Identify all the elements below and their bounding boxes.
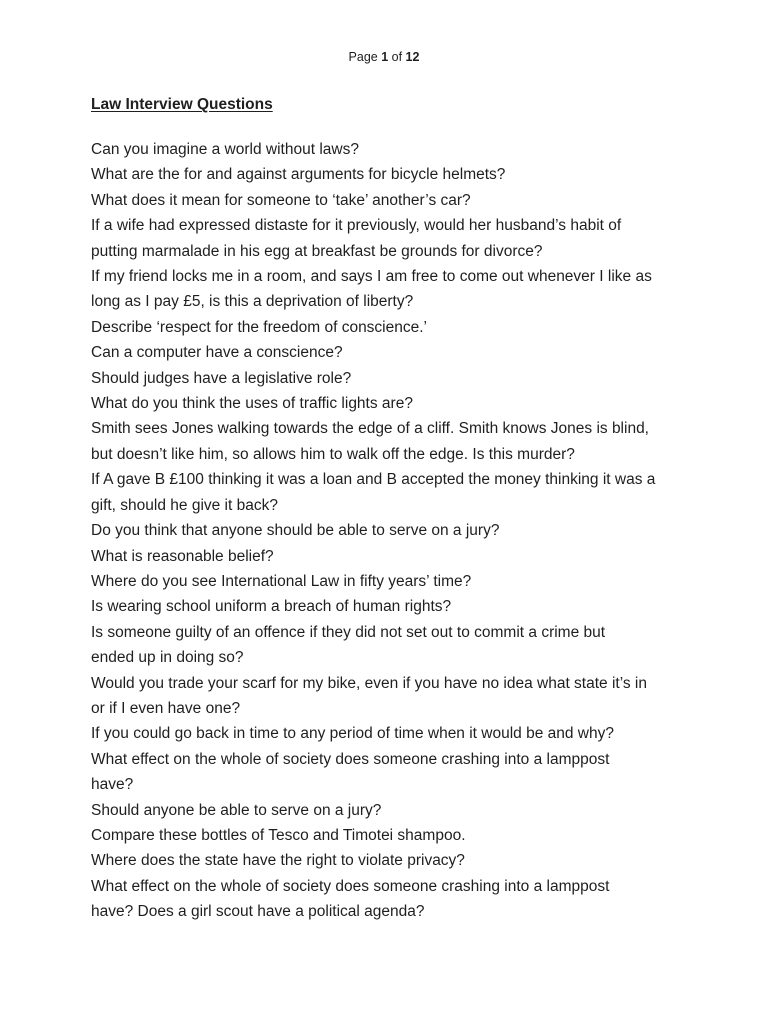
question-line: Describe ‘respect for the freedom of conscience.’ [91, 318, 427, 336]
question-line: If my friend locks me in a room, and says I am free to come out whenever I like as [91, 268, 652, 286]
page-current: 1 [381, 50, 389, 64]
question-line: Can you imagine a world without laws? [91, 141, 359, 158]
question-line: gift, should he give it back? [91, 496, 278, 514]
question-line: What does it mean for someone to ‘take’ another’s car? [91, 191, 471, 209]
question-line: Should judges have a legislative role? [91, 369, 352, 387]
page-number-header [0, 49, 768, 65]
question-line: What do you think the uses of traffic lights are? [91, 395, 413, 413]
question-line: ended up in doing so? [91, 649, 244, 667]
question-line: If a wife had expressed distaste for it previously, would her husband’s habit of [91, 217, 622, 235]
question-line: have? [91, 776, 134, 794]
question-line: long as I pay £5, is this a deprivation of liberty? [91, 293, 414, 311]
question-line: Should anyone be able to serve on a jury? [91, 801, 382, 819]
question-line: Where does the state have the right to violate privacy? [91, 852, 465, 870]
question-line: What are the for and against arguments for bicycle helmets? [91, 166, 506, 184]
question-line: What is reasonable belief? [91, 547, 274, 565]
question-line: Can a computer have a conscience? [91, 344, 343, 362]
question-line: Is someone guilty of an offence if they did not set out to commit a crime but [91, 623, 606, 641]
question-line: What effect on the whole of society does someone crashing into a lamppost [91, 877, 610, 895]
question-line: Would you trade your scarf for my bike, even if you have no idea what state it’s in [91, 674, 647, 692]
question-list [91, 137, 691, 925]
question-line: putting marmalade in his egg at breakfast be grounds for divorce? [91, 242, 543, 260]
question-line: If you could go back in time to any period of time when it would be and why? [91, 725, 614, 743]
question-line: Where do you see International Law in fifty years’ time? [91, 572, 472, 590]
question-line: Do you think that anyone should be able to serve on a jury? [91, 522, 500, 540]
question-line: Smith sees Jones walking towards the edge of a cliff. Smith knows Jones is blind, [91, 420, 649, 438]
question-line: If A gave B £100 thinking it was a loan and B accepted the money thinking it was a [91, 471, 656, 489]
question-line: Is wearing school uniform a breach of human rights? [91, 598, 452, 616]
question-line: have? Does a girl scout have a political agenda? [91, 903, 425, 921]
question-line: What effect on the whole of society does someone crashing into a lamppost [91, 750, 610, 768]
page-total: 12 [405, 50, 420, 64]
page-prefix: Page [348, 50, 382, 64]
question-line: Compare these bottles of Tesco and Timotei shampoo. [91, 826, 466, 844]
document-title: Law Interview Questions [91, 96, 273, 113]
question-line: but doesn’t like him, so allows him to walk off the edge. Is this murder? [91, 445, 575, 463]
page-separator: of [388, 50, 406, 64]
question-line: or if I even have one? [91, 699, 241, 717]
